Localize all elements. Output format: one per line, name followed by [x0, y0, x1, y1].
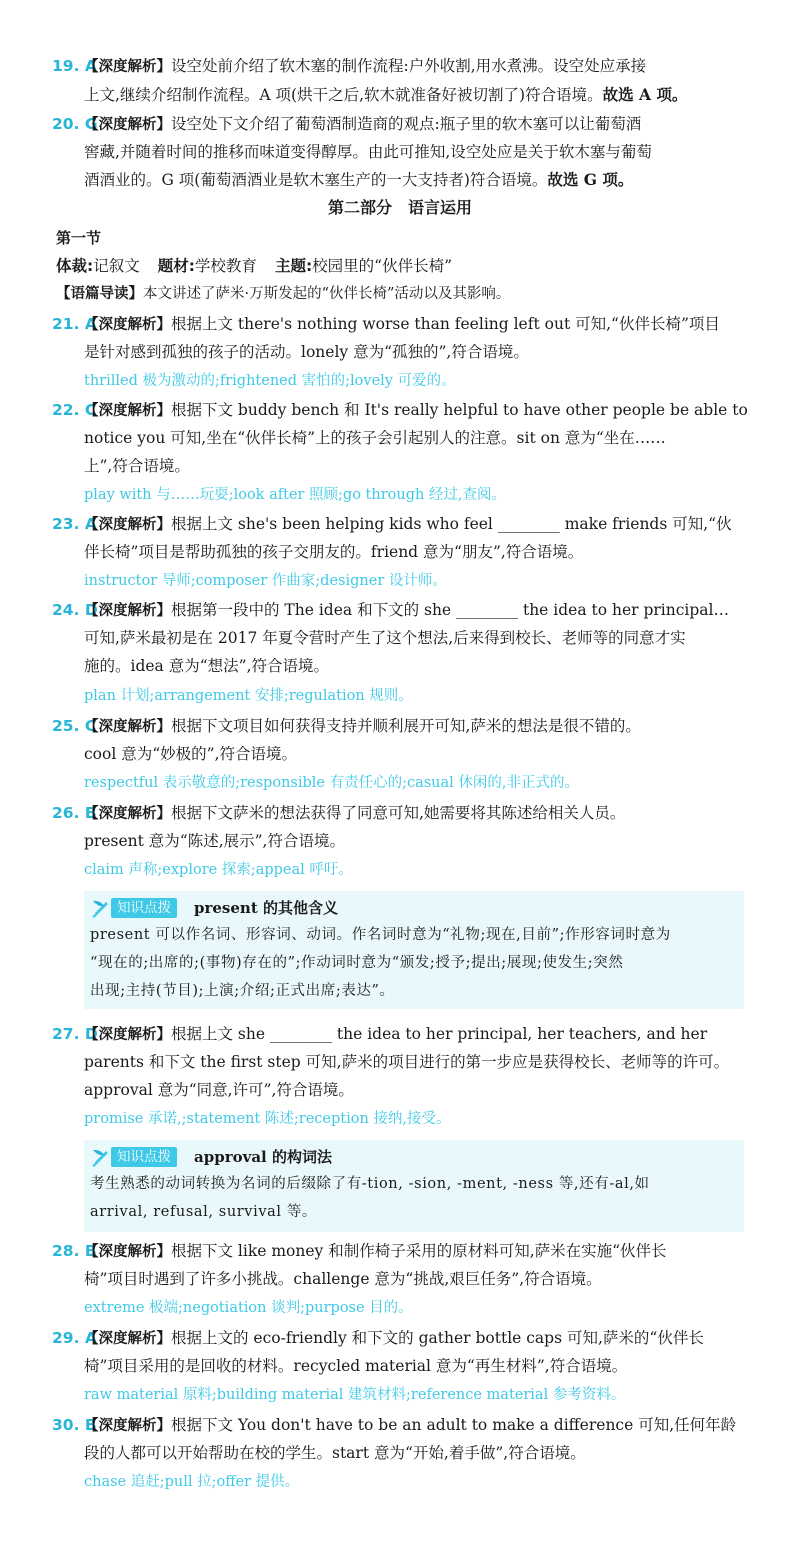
part-heading: 第二部分 语言运用 — [327, 198, 472, 217]
answer-29-options: raw material 原料;building material 建筑材料;reference material 参考资料。 — [84, 1387, 626, 1403]
leaf-pen-icon — [90, 898, 110, 918]
answer-22-line-2: notice you 可知,坐在“伙伴长椅”上的孩子会引起别人的注意。sit on 意为“坐在…… — [84, 429, 666, 447]
answer-23-line-1: 【深度解析】根据上文 she's been helping kids who feel ________ make friends 可知,“伙 — [84, 515, 732, 533]
answer-21-line-1: 【深度解析】根据上文 there's nothing worse than feeling left out 可知,“伙伴长椅”项目 — [84, 315, 720, 333]
answer-number-20: 20. G — [52, 115, 98, 133]
answer-21-options: thrilled 极为激动的;frightened 害怕的;lovely 可爱的。 — [84, 373, 456, 389]
answer-22-options: play with 与……玩耍;look after 照顾;go through 经过,查阅。 — [84, 487, 507, 503]
answer-30-line-2: 段的人都可以开始帮助在校的学生。start 意为“开始,着手做”,符合语境。 — [84, 1444, 586, 1462]
answer-20-line-1: 【深度解析】设空处下文介绍了葡萄酒制造商的观点:瓶子里的软木塞可以让葡萄酒 — [84, 115, 642, 133]
answer-23-line-2: 伴长椅”项目是帮助孤独的孩子交朋友的。friend 意为“朋友”,符合语境。 — [84, 543, 584, 561]
answer-24-options: plan 计划;arrangement 安排;regulation 规则。 — [84, 688, 413, 704]
answer-26-line-1: 【深度解析】根据下文萨米的想法获得了同意可知,她需要将其陈述给相关人员。 — [84, 804, 626, 822]
answer-27-line-2: parents 和下文 the first step 可知,萨米的项目进行的第一步应是获得校长、老师等的许可。 — [84, 1053, 730, 1071]
leaf-pen-icon — [90, 1147, 110, 1167]
answer-30-line-1: 【深度解析】根据下文 You don't have to be an adult to make a difference 可知,任何年龄 — [84, 1416, 737, 1434]
answer-22-line-1: 【深度解析】根据下文 buddy bench 和 It's really helpful to have other people be able to — [84, 401, 748, 419]
knowledge-tip-line: 考生熟悉的动词转换为名词的后缀除了有-tion, -sion, -ment, -ness 等,还有-al,如 — [90, 1176, 650, 1192]
answer-24-line-1: 【深度解析】根据第一段中的 The idea 和下文的 she ________ the idea to her principal… — [84, 601, 730, 619]
answer-28-line-2: 椅”项目时遇到了许多小挑战。challenge 意为“挑战,艰巨任务”,符合语境。 — [84, 1270, 602, 1288]
answer-number-29: 29. A — [52, 1329, 97, 1347]
passage-guide: 【语篇导读】本文讲述了萨米·万斯发起的“伙伴长椅”活动以及其影响。 — [56, 286, 511, 302]
answer-27-line-1: 【深度解析】根据上文 she ________ the idea to her principal, her teachers, and her — [84, 1025, 708, 1043]
answer-25-line-1: 【深度解析】根据下文项目如何获得支持并顺利展开可知,萨米的想法是很不错的。 — [84, 717, 641, 735]
answer-28-options: extreme 极端;negotiation 谈判;purpose 目的。 — [84, 1300, 413, 1316]
answer-number-30: 30. B — [52, 1416, 97, 1434]
section-meta: 体裁:记叙文 题材:学校教育 主题:校园里的“伙伴长椅” — [56, 257, 452, 275]
knowledge-tip-line: “现在的;出席的;(事物)存在的”;作动词时意为“颁发;授予;提出;展现;使发生;突然 — [90, 955, 624, 971]
knowledge-tip-tag: 知识点拨 — [90, 897, 177, 919]
answer-26-options: claim 声称;explore 探索;appeal 呼吁。 — [84, 862, 353, 878]
knowledge-tip-box-approval — [84, 1140, 744, 1232]
answer-24-line-2: 可知,萨米最初是在 2017 年夏令营时产生了这个想法,后来得到校长、老师等的同意才实 — [84, 629, 686, 647]
answer-19-line-2: 上文,继续介绍制作流程。A 项(烘干之后,软木就准备好被切割了)符合语境。故选 A 项。 — [84, 85, 688, 104]
answer-25-options: respectful 表示敬意的;responsible 有责任心的;casual 休闲的,非正式的。 — [84, 775, 580, 791]
answer-number-23: 23. A — [52, 515, 97, 533]
answer-24-line-3: 施的。idea 意为“想法”,符合语境。 — [84, 657, 329, 675]
answer-21-line-2: 是针对感到孤独的孩子的活动。lonely 意为“孤独的”,符合语境。 — [84, 343, 529, 361]
section-title: 第一节 — [56, 229, 102, 247]
answer-number-21: 21. A — [52, 315, 97, 333]
answer-number-19: 19. A — [52, 57, 97, 75]
answer-29-line-2: 椅”项目采用的是回收的材料。recycled material 意为“再生材料”,符合语境。 — [84, 1357, 628, 1375]
knowledge-tip-line: arrival, refusal, survival 等。 — [90, 1204, 318, 1220]
answer-number-24: 24. D — [52, 601, 98, 619]
answer-number-25: 25. C — [52, 717, 97, 735]
answer-27-options: promise 承诺,;statement 陈述;reception 接纳,接受。 — [84, 1111, 451, 1127]
answer-28-line-1: 【深度解析】根据下文 like money 和制作椅子采用的原材料可知,萨米在实施“伙伴长 — [84, 1242, 667, 1260]
answer-26-line-2: present 意为“陈述,展示”,符合语境。 — [84, 832, 345, 850]
answer-23-options: instructor 导师;composer 作曲家;designer 设计师。 — [84, 573, 447, 589]
knowledge-tip-tag: 知识点拨 — [90, 1146, 177, 1168]
answer-number-22: 22. C — [52, 401, 97, 419]
answer-20-line-3: 酒酒业的。G 项(葡萄酒酒业是软木塞生产的一大支持者)符合语境。故选 G 项。 — [84, 170, 634, 189]
deep-analysis-label: 【深度解析】 — [84, 59, 171, 75]
answer-25-line-2: cool 意为“妙极的”,符合语境。 — [84, 745, 298, 763]
answer-number-28: 28. B — [52, 1242, 97, 1260]
knowledge-tip-box-present — [84, 891, 744, 1009]
answer-30-options: chase 追赶;pull 拉;offer 提供。 — [84, 1474, 300, 1490]
answer-20-line-2: 窖藏,并随着时间的推移而味道变得醇厚。由此可推知,设空处应是关于软木塞与葡萄 — [84, 143, 652, 161]
answer-22-line-3: 上”,符合语境。 — [84, 457, 190, 475]
answer-19-line-1: 【深度解析】设空处前介绍了软木塞的制作流程:户外收割,用水煮沸。设空处应承接 — [84, 57, 647, 75]
knowledge-tip-line: present 可以作名词、形容词、动词。作名词时意为“礼物;现在,目前”;作形容词时意为 — [90, 927, 671, 943]
answer-27-line-3: approval 意为“同意,许可”,符合语境。 — [84, 1081, 354, 1099]
knowledge-tip-title: present 的其他含义 — [194, 899, 338, 917]
answer-29-line-1: 【深度解析】根据上文的 eco-friendly 和下文的 gather bottle caps 可知,萨米的“伙伴长 — [84, 1329, 704, 1347]
knowledge-tip-title: approval 的构词法 — [194, 1148, 332, 1166]
answer-number-26: 26. B — [52, 804, 97, 822]
knowledge-tip-line: 出现;主持(节目);上演;介绍;正式出席;表达”。 — [90, 983, 395, 999]
answer-number-27: 27. D — [52, 1025, 98, 1043]
